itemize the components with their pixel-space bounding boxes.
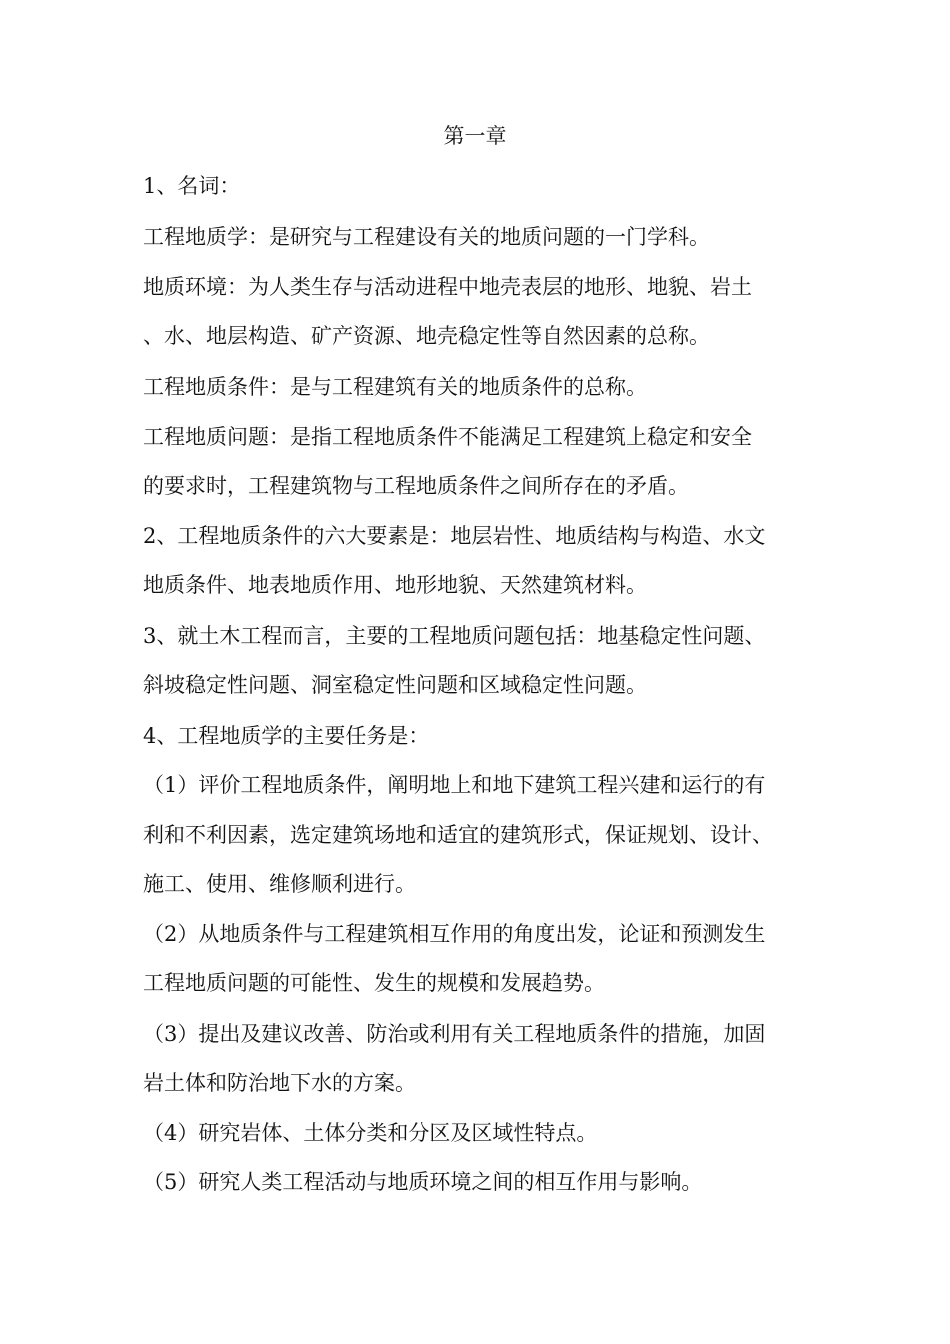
section-2-line-1: 2、工程地质条件的六大要素是：地层岩性、地质结构与构造、水文 [143,524,766,548]
task-1-line-1: （1）评价工程地质条件，阐明地上和地下建筑工程兴建和运行的有 [143,773,766,797]
definition-engineering-geological-conditions: 工程地质条件：是与工程建筑有关的地质条件的总称。 [143,375,647,399]
definition-engineering-geological-problems-line-2: 的要求时，工程建筑物与工程地质条件之间所存在的矛盾。 [143,474,689,498]
section-3-line-1: 3、就土木工程而言，主要的工程地质问题包括：地基稳定性问题、 [143,624,766,648]
section-4-heading: 4、工程地质学的主要任务是： [143,724,430,748]
task-1-line-3: 施工、使用、维修顺利进行。 [143,872,416,896]
section-2-line-2: 地质条件、地表地质作用、地形地貌、天然建筑材料。 [143,573,647,597]
section-3-line-2: 斜坡稳定性问题、洞室稳定性问题和区域稳定性问题。 [143,673,647,697]
definition-geological-environment-line-1: 地质环境：为人类生存与活动进程中地壳表层的地形、地貌、岩土 [143,275,752,299]
task-2-line-2: 工程地质问题的可能性、发生的规模和发展趋势。 [143,971,605,995]
task-4: （4）研究岩体、土体分类和分区及区域性特点。 [143,1121,598,1145]
task-2-line-1: （2）从地质条件与工程建筑相互作用的角度出发，论证和预测发生 [143,922,766,946]
definition-engineering-geological-problems-line-1: 工程地质问题：是指工程地质条件不能满足工程建筑上稳定和安全 [143,425,752,449]
task-3-line-1: （3）提出及建议改善、防治或利用有关工程地质条件的措施，加固 [143,1022,766,1046]
task-3-line-2: 岩土体和防治地下水的方案。 [143,1071,416,1095]
chapter-title: 第一章 [443,124,507,148]
section-1-heading: 1、名词： [143,174,241,198]
definition-geological-environment-line-2: 、水、地层构造、矿产资源、地壳稳定性等自然因素的总称。 [143,324,710,348]
definition-engineering-geology: 工程地质学：是研究与工程建设有关的地质问题的一门学科。 [143,225,710,249]
task-1-line-2: 利和不利因素，选定建筑场地和适宜的建筑形式，保证规划、设计、 [143,823,773,847]
task-5: （5）研究人类工程活动与地质环境之间的相互作用与影响。 [143,1170,703,1194]
